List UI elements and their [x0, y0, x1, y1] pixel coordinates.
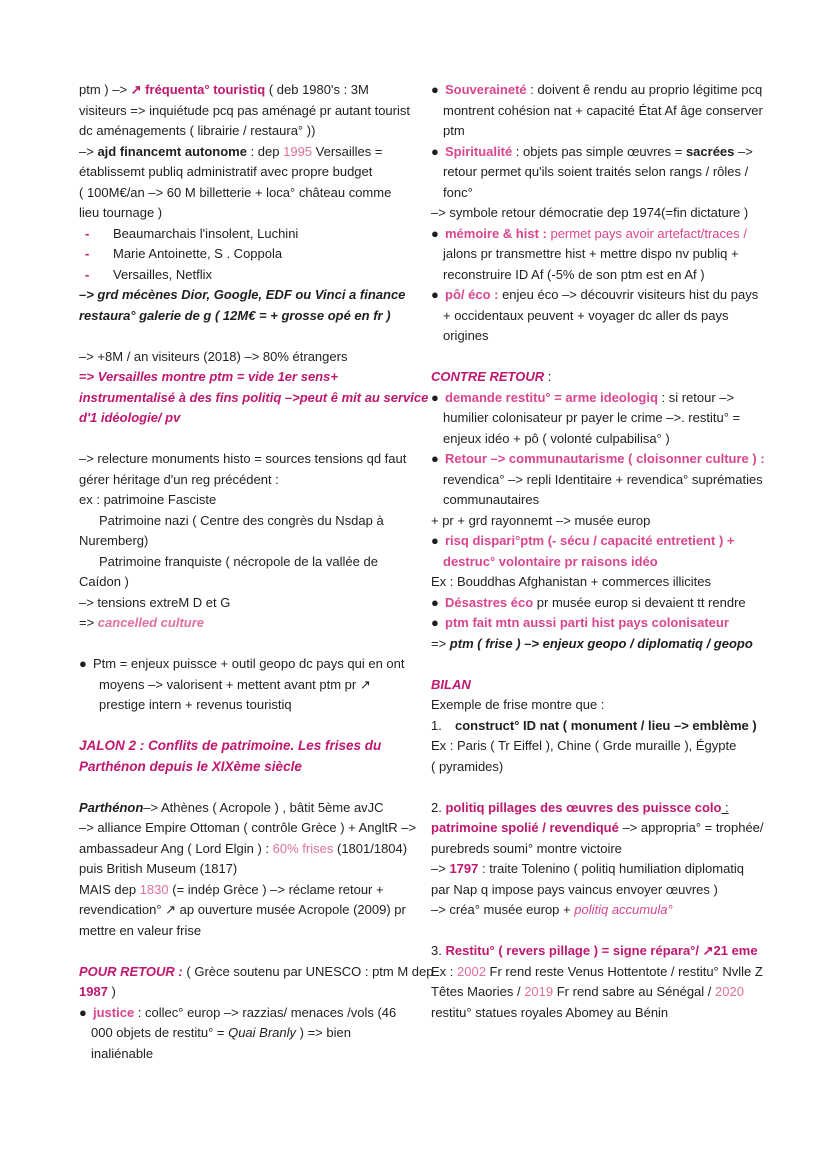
- bullet-item: ● ptm fait mtn aussi parti hist pays colonisateur: [431, 613, 761, 634]
- section-heading: CONTRE RETOUR :: [431, 369, 552, 384]
- text-line: d'1 idéologie/ pv: [79, 410, 181, 425]
- text-line: –> ajd financemt autonome : dep 1995 Versailles =: [79, 143, 383, 159]
- text-line: Nuremberg): [79, 533, 149, 548]
- text-line: ptm ) –> ↗ fréquenta° touristiq ( deb 1980's : 3M: [79, 82, 369, 97]
- text-line: 2. politiq pillages des œuvres des puissce colo :: [431, 799, 729, 815]
- text-line: instrumentalisé à des fins politiq –>peut ê mit au service: [79, 389, 429, 405]
- text-line: établissemt publiq administratif avec propre budget: [79, 164, 373, 179]
- text-line: montrent cohésion nat + capacité État Af âge conserver: [443, 102, 763, 118]
- text-line: –> alliance Empire Ottoman ( contrôle Grèce ) + AngltR –>: [79, 820, 417, 835]
- text-line: puis British Museum (1817): [79, 861, 238, 876]
- text-line: Patrimoine franquiste ( nécropole de la vallée de: [99, 553, 378, 569]
- text-line: –> symbole retour démocratie dep 1974(=fin dictature ): [431, 205, 749, 220]
- dash-marker: -: [85, 225, 90, 241]
- bullet-icon: ●: [79, 656, 87, 671]
- bullet-icon: ●: [431, 451, 439, 466]
- text-line: => ptm ( frise ) –> enjeux geopo / diplomatiq / geopo: [431, 635, 753, 651]
- text-line: 1987 ): [79, 984, 116, 999]
- list-item: - Versailles, Netflix: [79, 265, 399, 286]
- text-line: reconstruire ID Af (-5% de son ptm est en Af ): [443, 266, 705, 282]
- right-column: [431, 80, 765, 1023]
- bullet-item: ● Ptm = enjeux puissce + outil geopo dc pays qui en ont: [79, 654, 399, 675]
- bullet-icon: ●: [431, 225, 439, 241]
- text-line: Têtes Maories / 2019 Fr rend sabre au Sénégal / 2020: [431, 984, 744, 999]
- text-line: restaura° galerie de g ( 12M€ = + grosse opé en fr ): [79, 307, 391, 323]
- dash-marker: -: [85, 266, 90, 282]
- list-item: - Beaumarchais l'insolent, Luchini: [79, 224, 399, 245]
- text-line: 1. construct° ID nat ( monument / lieu –> emblème ): [431, 717, 757, 733]
- text-line: ( 100M€/an –> 60 M billetterie + loca° château comme: [79, 184, 392, 200]
- bullet-icon: ●: [431, 82, 439, 97]
- bullet-item: ● pô/ éco : enjeu éco –> découvrir visiteurs hist du pays: [431, 285, 761, 306]
- text-line: origines: [443, 328, 489, 343]
- text-line: purebreds soumi° montre victoire: [431, 840, 622, 856]
- text-line: => Versailles montre ptm = vide 1er sens+: [79, 369, 338, 384]
- text-line: Exemple de frise montre que :: [431, 697, 605, 712]
- text-line: communautaires: [443, 492, 540, 507]
- text-line: patrimoine spolié / revendiqué –> appropria° = trophée/: [431, 820, 764, 835]
- bullet-icon: ●: [431, 533, 439, 548]
- text-line: moyens –> valorisent + mettent avant ptm pr ↗: [99, 676, 371, 692]
- text-line: revendica° –> repli Identitaire + revendica° suprématies: [443, 471, 763, 487]
- text-line: Patrimoine nazi ( Centre des congrès du Nsdap à: [99, 512, 384, 528]
- bullet-item: ● Désastres éco pr musée europ si devaient tt rendre: [431, 593, 761, 614]
- text-line: Ex : Paris ( Tr Eiffel ), Chine ( Grde muraille ), Égypte: [431, 738, 737, 753]
- text-line: MAIS dep 1830 (= indép Grèce ) –> réclame retour +: [79, 881, 384, 897]
- bullet-icon: ●: [431, 287, 439, 302]
- text-line: –> tensions extreM D et G: [79, 594, 231, 610]
- text-line: => cancelled culture: [79, 615, 205, 630]
- text-line: –> créa° musée europ + politiq accumula°: [431, 902, 673, 917]
- bullet-icon: ●: [431, 615, 439, 630]
- text-line: –> relecture monuments histo = sources tensions qd faut: [79, 451, 407, 466]
- highlight-text: ↗ fréquenta° touristiq: [130, 82, 266, 97]
- text-line: ex : patrimoine Fasciste: [79, 492, 217, 507]
- bullet-item: ● Retour –> communautarisme ( cloisonner culture ) :: [431, 449, 761, 470]
- text-line: inaliénable: [91, 1045, 154, 1061]
- text-line: humilier colonisateur pr payer le crime –>. restitu° =: [443, 410, 741, 425]
- text-line: –> grd mécènes Dior, Google, EDF ou Vinci a finance: [79, 287, 406, 302]
- text-line: Ex : 2002 Fr rend reste Venus Hottentote / restitu° Nvlle Z: [431, 963, 763, 979]
- text-line: lieu tournage ): [79, 205, 163, 220]
- text-line: 000 objets de restitu° = Quai Branly ) => bien: [91, 1025, 351, 1040]
- text-line: POUR RETOUR : ( Grèce soutenu par UNESCO : ptm M dep: [79, 963, 434, 979]
- text-line: destruc° volontaire pr raisons idéo: [443, 553, 658, 569]
- dash-marker: -: [85, 246, 90, 261]
- left-column: [79, 80, 434, 1064]
- text-line: Caídon ): [79, 574, 129, 589]
- bullet-item: ● risq dispari°ptm (- sécu / capacité entretient ) +: [431, 531, 761, 552]
- text-line: mettre en valeur frise: [79, 922, 202, 938]
- text-line: enjeux idéo + pô ( volonté culpabilisa° ): [443, 430, 670, 446]
- text-line: Parthénon–> Athènes ( Acropole ) , bâtit 5ème avJC: [79, 799, 384, 815]
- text-line: ( pyramides): [431, 758, 504, 774]
- text-line: prestige intern + revenus touristiq: [99, 697, 292, 712]
- text-line: visiteurs => inquiétude pcq pas aménagé pr autant tourist: [79, 102, 410, 118]
- text-line: jalons pr transmettre hist + mettre dispo nv publiq +: [443, 246, 739, 261]
- bullet-item: ● mémoire & hist : permet pays avoir artefact/traces /: [431, 224, 761, 245]
- section-heading: Parthénon depuis le XIXème siècle: [79, 758, 302, 774]
- text-line: revendication° ↗ ap ouverture musée Acropole (2009) pr: [79, 902, 406, 917]
- bullet-item: ● Spiritualité : objets pas simple œuvres = sacrées –>: [431, 142, 761, 163]
- bullet-item: ● justice : collec° europ –> razzias/ menaces /vols (46: [79, 1003, 399, 1024]
- text-line: par Nap q impose pays vaincus envoyer œuvres ): [431, 881, 718, 897]
- text-line: + occidentaux peuvent + voyager dc aller ds pays: [443, 307, 729, 323]
- text-line: restitu° statues royales Abomey au Bénin: [431, 1004, 669, 1020]
- text-line: dc aménagements ( librairie / restaura° )): [79, 123, 316, 138]
- text-line: fonc°: [443, 184, 473, 200]
- text-line: –> 1797 : traite Tolenino ( politiq humiliation diplomatiq: [431, 861, 745, 876]
- section-heading: BILAN: [431, 676, 471, 692]
- bullet-icon: ●: [431, 143, 439, 159]
- text-line: ptm: [443, 123, 465, 138]
- section-heading: JALON 2 : Conflits de patrimoine. Les frises du: [79, 738, 382, 753]
- bullet-item: ● demande restitu° = arme ideologiq : si retour –>: [431, 388, 761, 409]
- text-line: Ex : Bouddhas Afghanistan + commerces illicites: [431, 574, 712, 589]
- list-item: - Marie Antoinette, S . Coppola: [79, 244, 399, 265]
- bullet-item: ● Souveraineté : doivent ê rendu au proprio légitime pcq: [431, 80, 761, 101]
- text-line: retour permet qu'ils soient traités selon rangs / rôles /: [443, 164, 749, 179]
- text-line: 3. Restitu° ( revers pillage ) = signe répara°/ ↗21 eme: [431, 943, 758, 958]
- bullet-icon: ●: [431, 389, 439, 405]
- bullet-icon: ●: [79, 1004, 87, 1020]
- text-line: ambassadeur Ang ( Lord Elgin ) : 60% frises (1801/1804): [79, 840, 408, 856]
- text-line: –> +8M / an visiteurs (2018) –> 80% étrangers: [79, 348, 348, 364]
- text-line: + pr + grd rayonnemt –> musée europ: [431, 512, 651, 528]
- text-line: gérer héritage d'un reg précédent :: [79, 471, 279, 487]
- bullet-icon: ●: [431, 594, 439, 610]
